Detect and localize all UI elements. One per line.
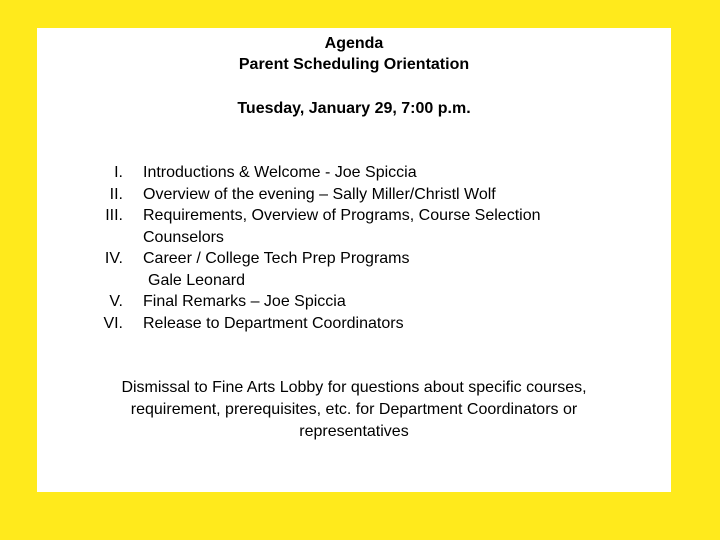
agenda-item-number: IV.: [104, 250, 123, 267]
agenda-item: [37, 313, 671, 335]
agenda-item: [37, 291, 671, 313]
agenda-date: Tuesday, January 29, 7:00 p.m.: [237, 100, 471, 117]
agenda-list: [37, 162, 671, 334]
agenda-item-text: Career / College Tech Prep Programs: [143, 250, 410, 267]
agenda-item-number: VI.: [103, 314, 123, 332]
slide-content: [37, 28, 671, 492]
agenda-item-number: II.: [109, 185, 123, 203]
agenda-item-continuation: Gale Leonard: [148, 271, 245, 289]
agenda-item: [37, 162, 671, 184]
agenda-subtitle: Parent Scheduling Orientation: [238, 56, 470, 73]
agenda-item-text: Requirements, Overview of Programs, Course Selection: [143, 207, 541, 224]
agenda-item-number: III.: [105, 207, 123, 224]
agenda-item-text: Overview of the evening – Sally Miller/Christl Wolf: [143, 185, 496, 203]
agenda-item-text: Final Remarks – Joe Spiccia: [143, 293, 346, 310]
agenda-item: [37, 248, 671, 291]
agenda-item-text: Introductions & Welcome - Joe Spiccia: [143, 164, 417, 181]
agenda-item: [37, 184, 671, 206]
agenda-item-continuation: Counselors: [143, 228, 224, 246]
agenda-item-number: I.: [114, 164, 123, 181]
agenda-title: Agenda: [324, 35, 384, 52]
agenda-item: [37, 205, 671, 248]
dismissal-note: Dismissal to Fine Arts Lobby for questions about specific courses, requirement, prerequisites, etc. for Department Coordinators or representatives: [121, 379, 587, 440]
agenda-item-text: Release to Department Coordinators: [143, 314, 404, 332]
agenda-item-number: V.: [109, 293, 123, 310]
